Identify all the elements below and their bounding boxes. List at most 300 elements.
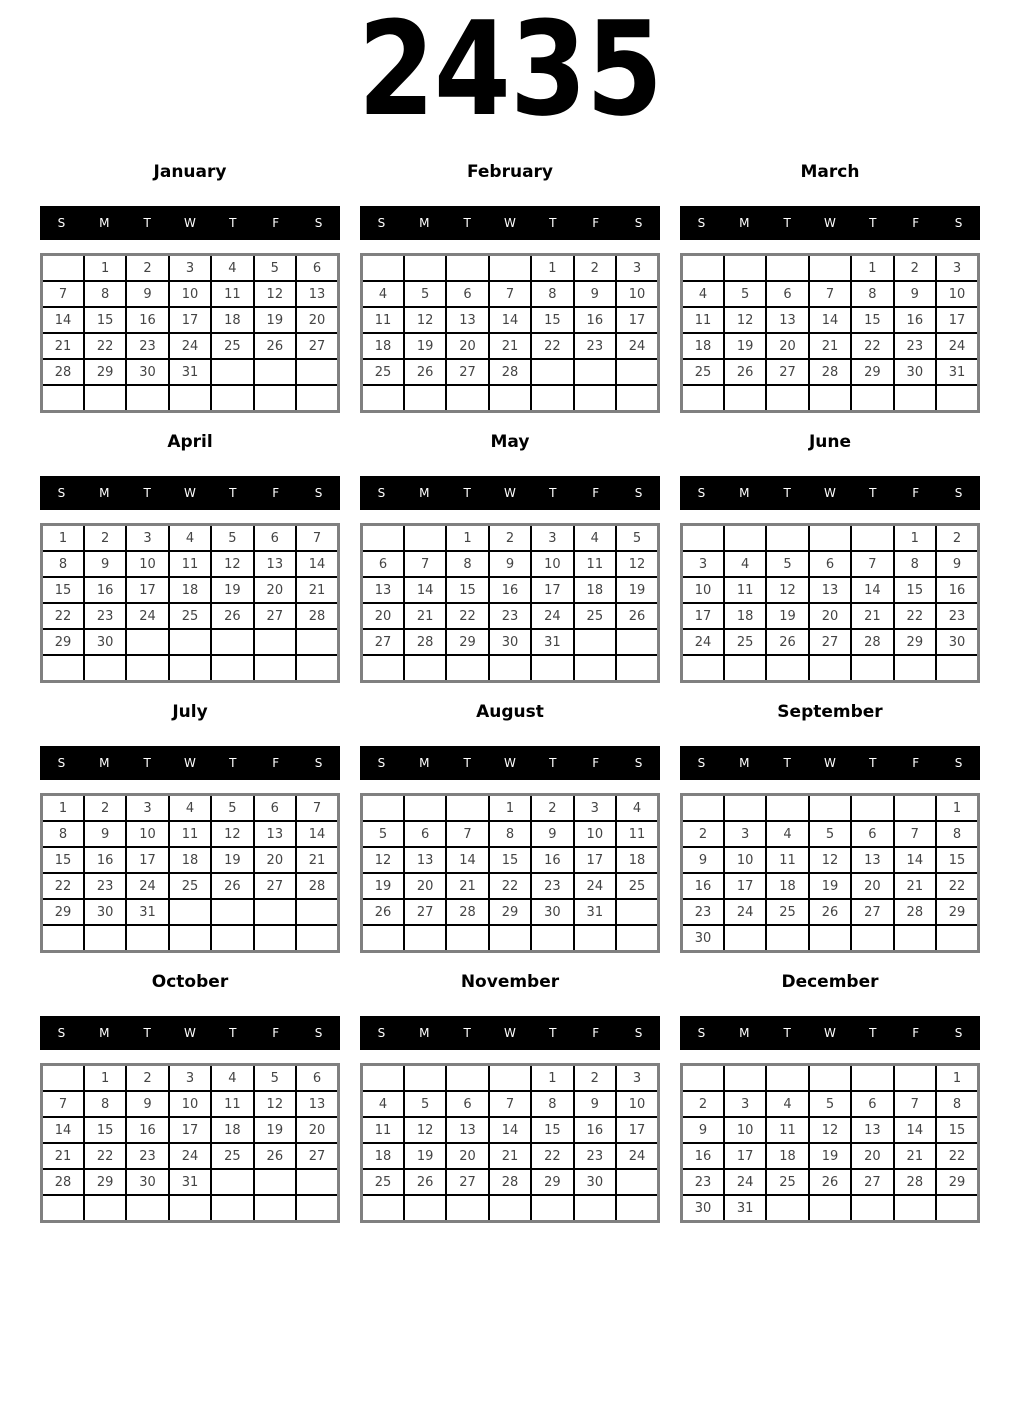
date-cell: 30 (682, 1195, 724, 1222)
date-cell (894, 385, 936, 412)
date-cell (254, 385, 296, 412)
date-cell (936, 1195, 978, 1222)
day-header-cell: W (184, 1026, 196, 1040)
date-cell: 20 (296, 307, 338, 333)
week-row (682, 873, 979, 899)
day-header-cell: F (272, 756, 280, 770)
date-cell: 13 (296, 1091, 338, 1117)
date-cell: 19 (211, 577, 253, 603)
weekday-header (360, 1016, 660, 1050)
week-row (42, 655, 339, 682)
date-cell: 12 (211, 551, 253, 577)
month-april (40, 432, 340, 683)
date-cell: 1 (42, 525, 84, 552)
day-header-cell: S (697, 216, 706, 230)
date-cell: 24 (616, 333, 658, 359)
date-cell: 23 (574, 333, 616, 359)
day-header-cell: S (57, 216, 66, 230)
date-cell (42, 1195, 84, 1222)
date-cell: 9 (126, 281, 168, 307)
date-cell: 2 (489, 525, 531, 552)
day-header-cell: S (697, 756, 706, 770)
date-cell: 15 (42, 847, 84, 873)
date-cell: 1 (531, 255, 573, 282)
date-cell (211, 629, 253, 655)
day-header-cell: T (869, 486, 877, 500)
date-cell (211, 1169, 253, 1195)
date-cell: 17 (169, 307, 211, 333)
date-cell (724, 385, 766, 412)
date-cell (531, 359, 573, 385)
day-header-cell: W (504, 486, 516, 500)
date-cell: 6 (446, 281, 488, 307)
day-header-cell: F (592, 216, 600, 230)
date-cell (254, 1195, 296, 1222)
day-header-cell: T (549, 1026, 557, 1040)
date-cell: 10 (724, 1117, 766, 1143)
date-cell: 12 (211, 821, 253, 847)
date-cell: 20 (851, 1143, 893, 1169)
date-cell: 23 (126, 333, 168, 359)
date-cell (894, 925, 936, 952)
date-cell (766, 655, 808, 682)
date-cell: 16 (126, 307, 168, 333)
date-cell: 15 (531, 1117, 573, 1143)
date-cell: 14 (296, 551, 338, 577)
year-title: 2435 (357, 0, 663, 145)
weekday-header (40, 1016, 340, 1050)
week-row (362, 925, 659, 952)
date-cell: 11 (766, 847, 808, 873)
date-cell: 6 (296, 255, 338, 282)
date-cell: 20 (254, 577, 296, 603)
date-cell (809, 1195, 851, 1222)
date-cell (254, 655, 296, 682)
date-cell (126, 629, 168, 655)
date-cell: 22 (936, 873, 978, 899)
date-cell (84, 925, 126, 952)
date-cell: 28 (296, 603, 338, 629)
date-cell: 22 (531, 333, 573, 359)
week-row (362, 1143, 659, 1169)
date-cell: 15 (894, 577, 936, 603)
day-header-cell: T (549, 486, 557, 500)
day-header-cell: S (57, 1026, 66, 1040)
date-cell (254, 359, 296, 385)
date-cell (851, 1195, 893, 1222)
date-cell: 18 (724, 603, 766, 629)
month-grid (360, 793, 660, 953)
date-cell: 3 (724, 821, 766, 847)
date-cell (42, 385, 84, 412)
date-cell (84, 1195, 126, 1222)
date-cell (851, 655, 893, 682)
date-cell: 29 (489, 899, 531, 925)
week-row (42, 307, 339, 333)
date-cell (362, 795, 404, 822)
date-cell: 27 (446, 1169, 488, 1195)
week-row (362, 359, 659, 385)
date-cell (894, 795, 936, 822)
week-row (42, 525, 339, 552)
date-cell (766, 525, 808, 552)
date-cell: 5 (809, 821, 851, 847)
week-row (362, 1195, 659, 1222)
date-cell: 22 (42, 873, 84, 899)
date-cell: 13 (446, 1117, 488, 1143)
date-cell (936, 655, 978, 682)
month-grid (680, 253, 980, 413)
month-grid (360, 1063, 660, 1223)
date-cell (574, 359, 616, 385)
date-cell: 4 (362, 281, 404, 307)
date-cell: 1 (894, 525, 936, 552)
date-cell: 30 (126, 1169, 168, 1195)
week-row (362, 603, 659, 629)
date-cell: 9 (489, 551, 531, 577)
month-title: February (466, 162, 554, 182)
week-row (42, 577, 339, 603)
date-cell: 9 (574, 1091, 616, 1117)
date-cell: 26 (211, 603, 253, 629)
month-grid (680, 1063, 980, 1223)
week-row (362, 281, 659, 307)
date-cell: 13 (446, 307, 488, 333)
date-cell: 11 (682, 307, 724, 333)
date-cell (489, 655, 531, 682)
date-cell: 31 (169, 1169, 211, 1195)
date-cell: 30 (936, 629, 978, 655)
date-cell: 3 (169, 1065, 211, 1092)
date-cell (446, 925, 488, 952)
week-row (362, 1117, 659, 1143)
date-cell: 29 (84, 1169, 126, 1195)
date-cell (126, 655, 168, 682)
week-row (682, 1143, 979, 1169)
date-cell: 4 (211, 1065, 253, 1092)
date-cell: 10 (936, 281, 978, 307)
weekday-header (360, 206, 660, 240)
date-cell: 20 (851, 873, 893, 899)
date-cell: 5 (211, 795, 253, 822)
date-cell (851, 525, 893, 552)
week-row (42, 925, 339, 952)
date-cell: 18 (169, 847, 211, 873)
date-cell (296, 655, 338, 682)
date-cell: 3 (616, 255, 658, 282)
date-cell (404, 1065, 446, 1092)
date-cell: 6 (362, 551, 404, 577)
date-cell: 22 (446, 603, 488, 629)
date-cell: 30 (126, 359, 168, 385)
date-cell: 30 (531, 899, 573, 925)
day-header-cell: W (824, 756, 836, 770)
date-cell: 4 (169, 795, 211, 822)
day-header-cell: S (954, 1026, 963, 1040)
date-cell: 19 (254, 307, 296, 333)
date-cell: 7 (446, 821, 488, 847)
date-cell: 25 (766, 899, 808, 925)
date-cell: 9 (126, 1091, 168, 1117)
day-header-cell: S (57, 756, 66, 770)
date-cell: 19 (211, 847, 253, 873)
date-cell: 28 (446, 899, 488, 925)
date-cell: 10 (616, 281, 658, 307)
day-header-cell: F (592, 486, 600, 500)
day-header-cell: S (377, 1026, 386, 1040)
date-cell (616, 899, 658, 925)
date-cell: 25 (574, 603, 616, 629)
date-cell: 8 (42, 551, 84, 577)
date-cell: 2 (682, 821, 724, 847)
date-cell: 26 (254, 333, 296, 359)
date-cell (446, 1065, 488, 1092)
date-cell: 8 (936, 821, 978, 847)
date-cell: 26 (211, 873, 253, 899)
date-cell (362, 1195, 404, 1222)
date-cell (296, 629, 338, 655)
date-cell (724, 1065, 766, 1092)
week-row (42, 603, 339, 629)
week-row (682, 1195, 979, 1222)
date-cell (404, 925, 446, 952)
date-cell: 4 (362, 1091, 404, 1117)
date-cell: 24 (126, 603, 168, 629)
date-cell: 20 (254, 847, 296, 873)
date-cell: 18 (211, 1117, 253, 1143)
date-cell: 18 (211, 307, 253, 333)
date-cell: 15 (936, 847, 978, 873)
date-cell: 27 (446, 359, 488, 385)
date-cell (766, 925, 808, 952)
date-cell (446, 255, 488, 282)
date-cell (936, 385, 978, 412)
date-cell: 6 (446, 1091, 488, 1117)
week-row (362, 847, 659, 873)
date-cell: 15 (42, 577, 84, 603)
date-cell: 28 (489, 359, 531, 385)
week-row (42, 385, 339, 412)
date-cell (724, 925, 766, 952)
date-cell: 28 (851, 629, 893, 655)
day-header-cell: M (739, 1026, 750, 1040)
day-header-cell: S (314, 1026, 323, 1040)
date-cell (894, 655, 936, 682)
date-cell: 12 (809, 1117, 851, 1143)
day-header-cell: S (377, 756, 386, 770)
date-cell: 7 (894, 821, 936, 847)
date-cell: 19 (809, 1143, 851, 1169)
day-header-cell: F (272, 1026, 280, 1040)
date-cell (84, 655, 126, 682)
date-cell: 5 (254, 255, 296, 282)
date-cell (404, 795, 446, 822)
date-cell: 10 (616, 1091, 658, 1117)
day-header-cell: M (99, 756, 110, 770)
date-cell (404, 255, 446, 282)
date-cell: 17 (936, 307, 978, 333)
date-cell: 19 (616, 577, 658, 603)
week-row (362, 873, 659, 899)
date-cell: 30 (84, 899, 126, 925)
date-cell: 15 (531, 307, 573, 333)
date-cell: 22 (894, 603, 936, 629)
week-row (682, 847, 979, 873)
date-cell: 24 (169, 1143, 211, 1169)
date-cell (126, 385, 168, 412)
date-cell (574, 385, 616, 412)
date-cell: 11 (211, 281, 253, 307)
day-header-cell: T (229, 756, 237, 770)
week-row (42, 821, 339, 847)
month-february (360, 162, 660, 413)
date-cell (682, 655, 724, 682)
date-cell: 9 (682, 1117, 724, 1143)
date-cell: 21 (446, 873, 488, 899)
date-cell: 2 (84, 795, 126, 822)
date-cell: 26 (362, 899, 404, 925)
date-cell: 22 (84, 1143, 126, 1169)
day-header-cell: W (184, 486, 196, 500)
week-row (42, 1143, 339, 1169)
date-cell: 25 (682, 359, 724, 385)
week-row (42, 333, 339, 359)
day-header-cell: S (314, 486, 323, 500)
date-cell: 7 (489, 1091, 531, 1117)
date-cell: 23 (574, 1143, 616, 1169)
week-row (42, 847, 339, 873)
date-cell: 15 (489, 847, 531, 873)
date-cell: 9 (84, 821, 126, 847)
date-cell: 5 (766, 551, 808, 577)
date-cell: 27 (809, 629, 851, 655)
date-cell (616, 655, 658, 682)
date-cell (574, 925, 616, 952)
date-cell (446, 1195, 488, 1222)
date-cell: 12 (362, 847, 404, 873)
date-cell: 20 (446, 333, 488, 359)
date-cell: 12 (809, 847, 851, 873)
week-row (362, 1091, 659, 1117)
week-row (362, 577, 659, 603)
week-row (362, 629, 659, 655)
date-cell: 19 (254, 1117, 296, 1143)
weekday-header (680, 476, 980, 510)
date-cell: 25 (211, 333, 253, 359)
month-title: May (490, 432, 530, 452)
day-header-cell: F (912, 216, 920, 230)
date-cell (616, 359, 658, 385)
day-header-cell: S (634, 1026, 643, 1040)
date-cell: 12 (404, 1117, 446, 1143)
date-cell: 6 (254, 525, 296, 552)
day-header-cell: M (419, 1026, 430, 1040)
date-cell (809, 795, 851, 822)
date-cell (489, 255, 531, 282)
date-cell (531, 925, 573, 952)
date-cell (851, 385, 893, 412)
date-cell (616, 1195, 658, 1222)
date-cell: 5 (211, 525, 253, 552)
week-row (682, 899, 979, 925)
date-cell: 23 (936, 603, 978, 629)
date-cell (404, 525, 446, 552)
date-cell (84, 385, 126, 412)
date-cell: 7 (404, 551, 446, 577)
week-row (362, 1169, 659, 1195)
date-cell: 17 (616, 1117, 658, 1143)
date-cell: 21 (489, 333, 531, 359)
date-cell: 7 (296, 795, 338, 822)
date-cell: 1 (936, 795, 978, 822)
week-row (682, 795, 979, 822)
date-cell: 7 (42, 1091, 84, 1117)
date-cell: 28 (489, 1169, 531, 1195)
date-cell (766, 255, 808, 282)
date-cell: 10 (682, 577, 724, 603)
date-cell (211, 385, 253, 412)
date-cell: 20 (362, 603, 404, 629)
date-cell: 13 (296, 281, 338, 307)
date-cell: 14 (489, 307, 531, 333)
day-header-cell: W (824, 1026, 836, 1040)
date-cell: 1 (42, 795, 84, 822)
week-row (362, 333, 659, 359)
date-cell: 8 (531, 281, 573, 307)
date-cell: 11 (574, 551, 616, 577)
date-cell (809, 385, 851, 412)
week-row (42, 281, 339, 307)
date-cell: 5 (404, 1091, 446, 1117)
date-cell: 4 (682, 281, 724, 307)
date-cell: 12 (616, 551, 658, 577)
day-header-cell: T (869, 216, 877, 230)
day-header-cell: W (824, 486, 836, 500)
date-cell (851, 795, 893, 822)
date-cell: 11 (616, 821, 658, 847)
date-cell: 30 (682, 925, 724, 952)
date-cell: 13 (254, 821, 296, 847)
day-header-cell: S (377, 216, 386, 230)
date-cell (724, 795, 766, 822)
date-cell: 29 (84, 359, 126, 385)
date-cell: 18 (362, 1143, 404, 1169)
week-row (682, 551, 979, 577)
date-cell: 8 (489, 821, 531, 847)
date-cell: 3 (531, 525, 573, 552)
date-cell: 25 (169, 603, 211, 629)
day-header-cell: M (739, 756, 750, 770)
week-row (682, 925, 979, 952)
week-row (362, 1065, 659, 1092)
date-cell (851, 1065, 893, 1092)
date-cell: 4 (766, 821, 808, 847)
date-cell: 8 (84, 281, 126, 307)
date-cell: 16 (531, 847, 573, 873)
date-cell: 15 (936, 1117, 978, 1143)
date-cell: 6 (296, 1065, 338, 1092)
day-header-cell: M (419, 486, 430, 500)
date-cell: 6 (404, 821, 446, 847)
date-cell (851, 925, 893, 952)
date-cell: 1 (531, 1065, 573, 1092)
date-cell: 21 (489, 1143, 531, 1169)
month-grid (40, 253, 340, 413)
date-cell: 8 (936, 1091, 978, 1117)
date-cell (766, 1195, 808, 1222)
date-cell: 1 (84, 1065, 126, 1092)
date-cell (362, 655, 404, 682)
